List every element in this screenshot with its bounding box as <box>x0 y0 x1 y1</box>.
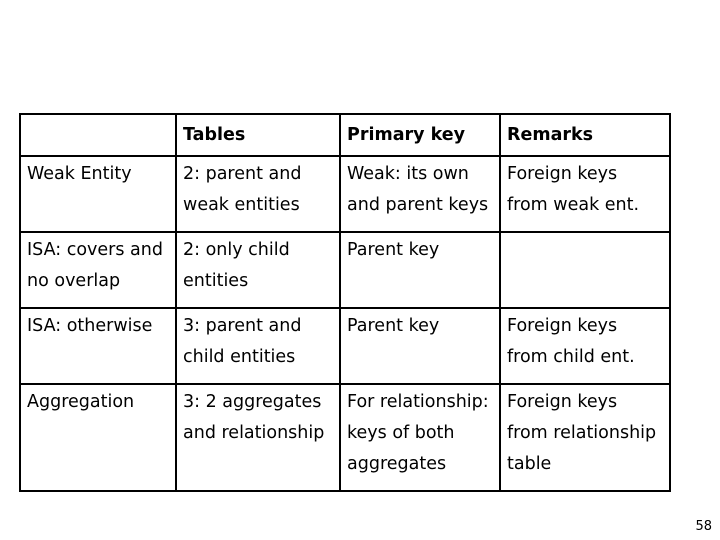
cell-text: entities <box>183 271 249 291</box>
table-cell <box>20 232 176 308</box>
table-cell <box>340 232 500 308</box>
table-cell <box>20 156 176 232</box>
cell-text: Foreign keys <box>507 392 618 412</box>
cell-text: Foreign keys <box>507 316 618 336</box>
column-header-label: Tables <box>183 125 246 145</box>
cell-text: weak entities <box>183 195 300 215</box>
cell-text: For relationship: <box>347 392 489 412</box>
table-cell <box>340 384 500 491</box>
table-row <box>20 384 670 491</box>
table-cell <box>20 308 176 384</box>
cell-text: and relationship <box>183 423 325 443</box>
table-row <box>20 308 670 384</box>
page-number: 58 <box>695 519 712 534</box>
table-cell <box>176 384 340 491</box>
table-row <box>20 232 670 308</box>
cell-text: Foreign keys <box>507 164 618 184</box>
table-cell <box>20 384 176 491</box>
cell-text: from relationship <box>507 423 657 443</box>
column-header <box>500 114 670 156</box>
table-cell <box>340 308 500 384</box>
cell-text: Weak: its own <box>347 164 469 184</box>
mapping-table <box>19 113 671 492</box>
cell-text: aggregates <box>347 454 447 474</box>
cell-text: table <box>507 454 552 474</box>
column-header-label: Remarks <box>507 125 594 145</box>
cell-text: 2: only child <box>183 240 290 260</box>
table-cell <box>176 308 340 384</box>
cell-text: no overlap <box>27 271 121 291</box>
table-cell <box>500 308 670 384</box>
cell-text: keys of both <box>347 423 455 443</box>
column-header <box>176 114 340 156</box>
cell-text: from weak ent. <box>507 195 640 215</box>
table-cell <box>176 232 340 308</box>
table-cell <box>340 156 500 232</box>
table-cell <box>500 384 670 491</box>
table-cell <box>500 232 670 308</box>
table-cell <box>500 156 670 232</box>
column-header <box>20 114 176 156</box>
cell-text: 3: parent and <box>183 316 302 336</box>
table-row <box>20 156 670 232</box>
cell-text: from child ent. <box>507 347 635 367</box>
cell-text: 2: parent and <box>183 164 302 184</box>
column-header-label: Primary key <box>347 125 466 145</box>
cell-text: ISA: covers and <box>27 240 163 260</box>
cell-text: Parent key <box>347 316 440 336</box>
column-header <box>340 114 500 156</box>
cell-text: and parent keys <box>347 195 489 215</box>
table-header-row <box>20 114 670 156</box>
cell-text: 3: 2 aggregates <box>183 392 322 412</box>
cell-text: Aggregation <box>27 392 135 412</box>
cell-text: Weak Entity <box>27 164 132 184</box>
table-cell <box>176 156 340 232</box>
cell-text: ISA: otherwise <box>27 316 153 336</box>
cell-text: Parent key <box>347 240 440 260</box>
cell-text: child entities <box>183 347 296 367</box>
